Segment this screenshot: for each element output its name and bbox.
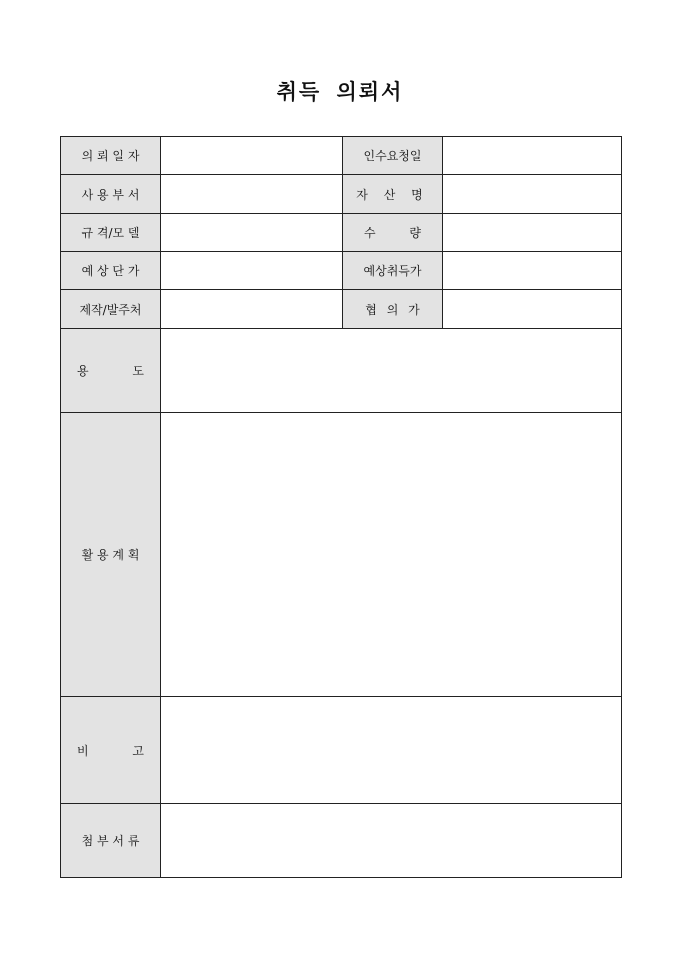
form-row-department	[61, 175, 622, 214]
document-title: 취득 의뢰서	[276, 79, 404, 104]
department-field[interactable]	[161, 175, 343, 214]
form-row-spec-model	[61, 214, 622, 252]
asset-name-field[interactable]	[443, 175, 622, 214]
attachments-label: 첨 부 서 류	[81, 834, 140, 848]
receipt-request-date-label-cell	[343, 137, 443, 175]
form-row-manufacturer	[61, 290, 622, 329]
remarks-label: 비 고	[77, 743, 144, 758]
expected-cost-label: 예상취득가	[363, 264, 422, 278]
spec-model-field[interactable]	[161, 214, 343, 252]
expected-cost-field[interactable]	[443, 252, 622, 290]
purpose-label: 용 도	[77, 364, 144, 378]
quantity-field[interactable]	[443, 214, 622, 252]
usage-plan-field[interactable]	[161, 413, 622, 697]
asset-name-label: 자 산 명	[356, 187, 429, 202]
remarks-field[interactable]	[161, 697, 622, 804]
receipt-request-date-label: 인수요청일	[363, 149, 422, 163]
manufacturer-label: 제작/발주처	[79, 302, 142, 317]
manufacturer-field[interactable]	[161, 290, 343, 329]
expected-cost-label-cell	[343, 252, 443, 290]
quantity-label-cell	[343, 214, 443, 252]
form-row-remarks	[61, 697, 622, 804]
department-label: 사 용 부 서	[81, 187, 140, 202]
unit-price-label-cell	[61, 252, 161, 290]
negotiated-price-label-cell	[343, 290, 443, 329]
form-row-unit-price	[61, 252, 622, 290]
unit-price-label: 예 상 단 가	[81, 264, 140, 278]
spec-model-label-cell	[61, 214, 161, 252]
purpose-label-cell	[61, 329, 161, 413]
receipt-request-date-field[interactable]	[443, 137, 622, 175]
usage-plan-label-cell	[61, 413, 161, 697]
attachments-field[interactable]	[161, 804, 622, 878]
request-date-label: 의 뢰 일 자	[81, 149, 140, 163]
request-date-label-cell	[61, 137, 161, 175]
negotiated-price-field[interactable]	[443, 290, 622, 329]
form-row-purpose	[61, 329, 622, 413]
form-row-attachments	[61, 804, 622, 878]
quantity-label: 수 량	[364, 226, 421, 240]
remarks-label-cell	[61, 697, 161, 804]
asset-name-label-cell	[343, 175, 443, 214]
manufacturer-label-cell	[61, 290, 161, 329]
usage-plan-label: 활 용 계 획	[81, 548, 140, 562]
attachments-label-cell	[61, 804, 161, 878]
negotiated-price-label: 협 의 가	[365, 302, 420, 317]
form-row-usage-plan	[61, 413, 622, 697]
request-date-field[interactable]	[161, 137, 343, 175]
purpose-field[interactable]	[161, 329, 622, 413]
unit-price-field[interactable]	[161, 252, 343, 290]
acquisition-request-form	[60, 136, 622, 878]
spec-model-label: 규 격/모 델	[81, 226, 140, 240]
department-label-cell	[61, 175, 161, 214]
form-row-request-date	[61, 137, 622, 175]
